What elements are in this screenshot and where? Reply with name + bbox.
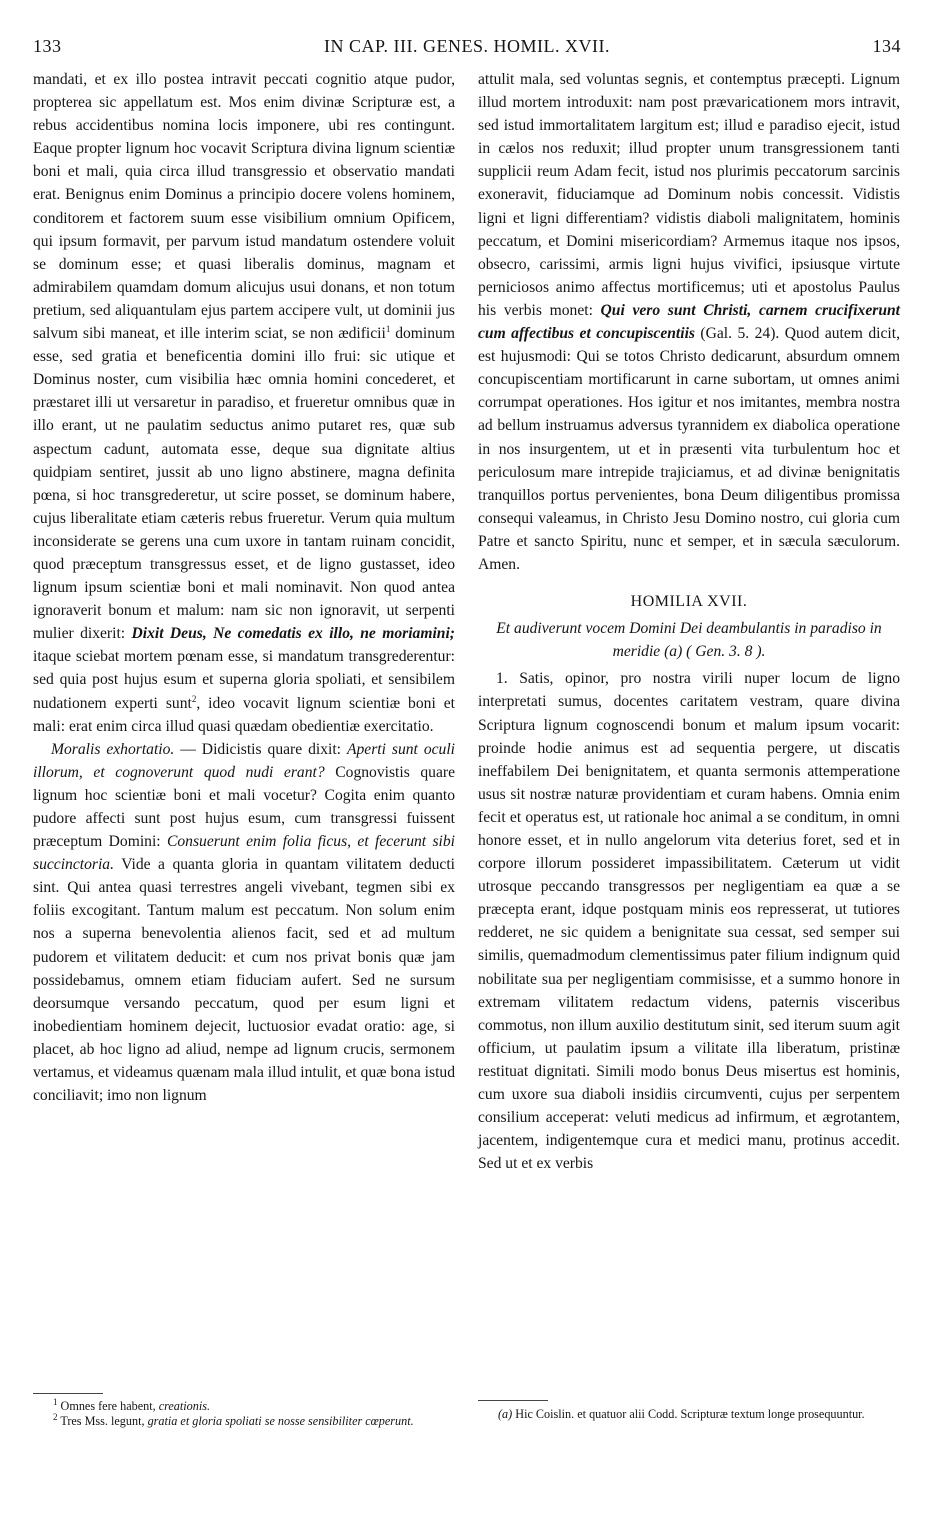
footnote-rule-right (478, 1400, 548, 1401)
right-paragraph-2: 1. Satis, opinor, pro nostra virili nuper locum de ligno interpretati sumus, docentes caritatem vestram, quare divina Scriptura lignum cognoscendi bonum et malum ipsum vocarit: proinde hodie animus est ad sequentia pergere, ut discatis ineffabilem Dei benignitatem, et quanta sermonis attemperatione usus sit nostræ naturæ providentiam et curam habens. Omnia enim fecit et operatus est, ut rationale hoc animal a se conditum, in omni honore esset, et in nullo angelorum vita deterius foret, sed et in corpore illorum possideret impassibilitatem. Cæterum ut vidit utrosque peccando transgressos per negligentiam ea quæ a se præcepta erant, idque postquam minis eos represserat, ut tutiores redderet, ne sic quidem a benignitate sua cessat, sed semper sui similis, quemadmodum clementissimus pater filium indignum quid nobilitate sua per negligentiam commisisse, et a summo honore in extremam vilitatem redactum videns, paternis visceribus commotus, non illum auxilio destitutum sinit, sed iterum suum agit officium, ut paulatim ipsum a vilitate illa liberatum, pristinæ restituat dignitati. Simili modo bonus Deus misertus est hominis, cum uxore sua diaboli insidiis circumventi, cujus per serpentem consilium acceperat: veluti medicus ad infirmum, et ægrotantem, jacentem, indigentemque cura et medici manu, protinus accedit. Sed ut et ex verbis (478, 670, 900, 1173)
section-label: Moralis exhortatio. (51, 740, 175, 758)
running-header (33, 36, 901, 62)
footnote-a: (a) Hic Coislin. et quatuor alii Codd. Scripturæ textum longe prosequuntur. (498, 1407, 865, 1421)
scripture-reference: (Gal. 5. 24). (695, 325, 785, 343)
footnote-marker: 1 (385, 323, 391, 334)
page-number-right: 134 (872, 36, 901, 56)
scripture-quote: Qui vero sunt Christi, carnem crucifixerunt cum affectibus et concupiscentiis (478, 301, 901, 343)
running-title: IN CAP. III. GENES. HOMIL. XVII. (324, 36, 610, 56)
scripture-quote: Aperti sunt oculi illorum, et cognoverunt quod nudi erant? (33, 740, 456, 781)
left-paragraph-2: Moralis exhortatio. — Didicistis quare dixit: Aperti sunt oculi illorum, et cognoverunt quod nudi erant? Cognovistis quare lignum hoc scientiæ boni et mali vocetur? Cogita enim quanto pudore affecti sunt post hujus esum, cum transgressi fuissent præceptum Domini: Consuerunt enim folia ficus, et fecerunt sibi succinctoria. Vide a quanta gloria in quantam vilitatem deducti sint. Qui antea quasi terrestres angeli vivebant, tegmen sibi ex foliis excogitant. Tantum malum est peccatum. Non solum enim nos a superna benevolentia alienos facit, sed et ad multum pudorem et vilitatem deducit: et cum nos privat bonis quæ jam possidebamus, omnem etiam fiduciam aufert. Sed ne sursum deorsumque versando peccatum, quod per esum ligni et inobedientiam hominem dejecit, luctuosior evadat oratio: age, si placet, ab hoc ligno ad aliud, nempe ad lignum crucis, sermonem vertamus, et videamus quænam mala illud intulit, et quæ bona istud conciliavit; imo non lignum (33, 740, 456, 1105)
homily-subtitle: Et audiverunt vocem Domini Dei deambulantis in paradiso in meridie (a) ( Gen. 3. 8 ). (496, 620, 882, 661)
footnote-rule-left (33, 1393, 103, 1394)
scripture-quote: Consuerunt enim folia ficus, et fecerunt sibi succinctoria. (33, 833, 455, 874)
right-column (478, 68, 900, 1175)
footnotes-right (478, 1407, 900, 1422)
homily-title: HOMILIA XVII. (630, 593, 748, 611)
paragraph-number: 1. (496, 670, 508, 688)
left-column (33, 68, 455, 1107)
scripture-quote: Dixit Deus, Ne comedatis ex illo, ne moriamini; (131, 625, 455, 643)
footnotes-left (33, 1396, 455, 1429)
footnote-1: $^1$ Omnes fere habent, creationis. (53, 1396, 211, 1413)
left-paragraph-1: mandati, et ex illo postea intravit peccati cognitio atque pudor, propterea sic appellatum est. Mos enim divinæ Scripturæ est, a rebus accidentibus nomina locis imponere, ubi res contingunt. Eaque propter lignum hoc vocavit Scriptura divina lignum scientiæ boni et mali, quia circa illud transgressio et observatio mandati erat. Benignus enim Dominus a principio docere volens hominem, conditorem et factorem suum esse visibilium omnium Opificem, qui ipsum formavit, per parvum istud mandatum ostendere voluit se dominum esse; et quasi liberalis dominus, magnam et admirabilem quamdam domum alicujus usui donans, et non totum pretium, sed aliquantulam ejus partem accipere vult, ut dominii jus salvum sibi maneat, et ille interim sciat, se non ædificii$^1$ dominum esse, sed gratia et beneficentia domini illo frui: sic utique et Dominus noster, cum visibilia hæc omnia homini concederet, et præstaret illi ut versaretur in paradiso, et frueretur omnibus quæ in illo erant, ut ne paulatim seductus animo putaret res, quæ sub aspectum cadunt, automata esse, deque sua dignitate altius quidpiam sentiret, jussit ab uno ligno abstinere, magna definita pœna, si hoc transgrederetur, ut scire posset, se dominum habere, cujus liberalitate etiam cæteris rebus frueretur. Verum quia multum inconsiderate se gerens una cum uxore in tantam ruinam concidit, quod præceptum transgressus esset, et de ligno gustasset, ideo lignum ipsum scientiæ boni et mali nominavit. Non quod antea ignoraverit bonum et malum: nam sic non ignoravit, ut serpenti mulier dixerit: Dixit Deus, Ne comedatis ex illo, ne moriamini; itaque sciebat mortem pœnam esse, si mandatum transgrederentur: sed quia post hujus esum et superna gloria spoliati, et sensibilem nudationem experti sunt$^2$, ideo vocavit lignum scientiæ boni et mali: erat enim circa illud quasi quædam obedientiæ exercitatio. (33, 71, 455, 735)
footnote-2: $^2$ Tres Mss. legunt, gratia et gloria spoliati se nosse sensibiliter cœperunt. (53, 1411, 414, 1428)
page-number-left: 133 (33, 36, 62, 56)
right-paragraph-1: attulit mala, sed voluntas segnis, et contemptus præcepti. Lignum illud mortem introduxit: nam post prævaricationem mors intravit, sed istud immortalitatem largitum est; illud e paradiso ejecit, istud in cælos nos reduxit; illud propter unum transgressionem tanti supplicii reum Adam fecit, istud nos plurimis peccatorum sarcinis exoneravit, fiduciamque ad Dominum nobis concessit. Vidistis ligni et ligni differentiam? vidistis diaboli malignitatem, hominis peccatum, et Domini misericordiam? Armemus itaque nos ipsos, obsecro, carissimi, armis ligni hujus vivifici, ipsiusque virtute perniciosos animo affectus mortificemus; uti et apostolus Paulus his verbis monet: Qui vero sunt Christi, carnem crucifixerunt cum affectibus et concupiscentiis (Gal. 5. 24). Quod autem dicit, est hujusmodi: Qui se totos Christo dedicarunt, absurdum omnem concupiscentiam mortificarunt in carne subortam, ut omnes animi corrumpat operationes. Hos igitur et nos imitantes, membra nostra ad bellum instruamus adversus tyrannidem ex diabolica operatione in nos insurgentem, ut et in præsenti vita turbulentum hoc et periculosum mare intrepide trajiciamus, et ad divinæ benignitatis tranquillos portus pervenientes, bona Deum diligentibus promissa consequi valeamus, in Christo Jesu Domino nostro, cui gloria cum Patre et sancto Spiritu, nunc et semper, et in sæcula sæculorum. Amen. (478, 71, 901, 573)
footnote-marker: 2 (191, 693, 197, 704)
